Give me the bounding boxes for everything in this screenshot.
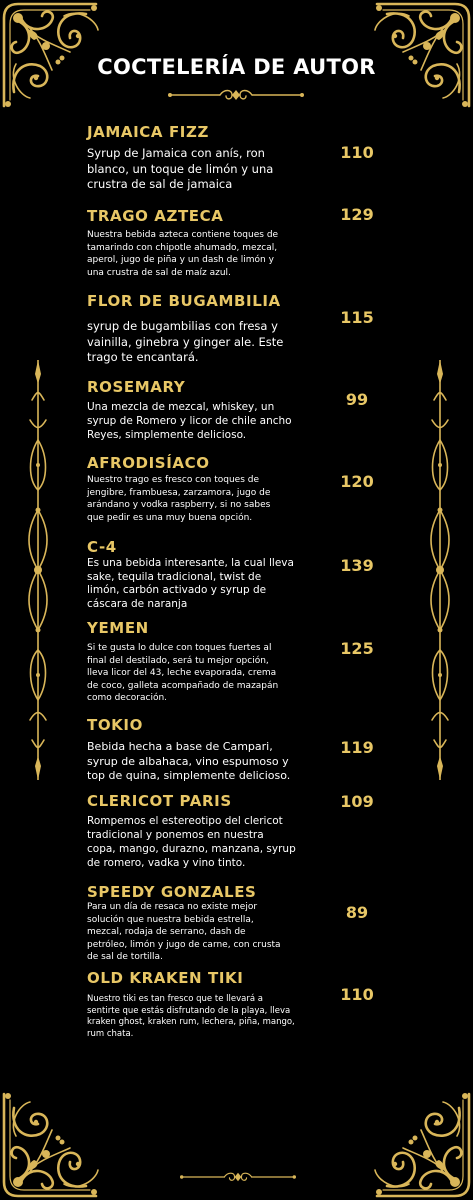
item-name-trago-azteca: TRAGO AZTECA [87,207,224,225]
item-price-yemen: 125 [340,639,374,658]
item-price-speedy-gonzales: 89 [345,903,369,922]
menu-title: COCTELERÍA DE AUTOR [97,55,376,79]
item-name-tokio: TOKIO [87,716,143,734]
item-name-rosemary: ROSEMARY [87,378,186,396]
corner-ornament-bottom-right [373,1090,473,1200]
item-description-yemen: Si te gusta lo dulce con toques fuertes al final del destilado, será tu mejor opción, lleva licor del 43, leche evaporada, crema de coco, galleta acompañado de mazapán como decoración. [87,643,279,703]
item-description-flor-de-bugambilia: syrup de bugambilias con fresa y vainilla, ginebra y ginger ale. Este trago te encantará. [87,319,284,364]
item-price-old-kraken-tiki: 110 [340,985,374,1004]
corner-ornament-bottom-left [0,1090,100,1200]
item-price-jamaica-fizz: 110 [340,143,374,162]
item-description-rosemary: Una mezcla de mezcal, whiskey, un syrup de Romero y licor de chile ancho Reyes, simplemente delicioso. [87,401,292,441]
side-ornament-right [428,360,452,780]
item-description-old-kraken-tiki: Nuestro tiki es tan fresco que te llevará a sentirte que estás disfrutando de la playa, lleva kraken ghost, kraken rum, lechera, piña, mango, rum chata. [87,994,295,1039]
bottom-divider-ornament [180,1170,296,1184]
item-price-c-4: 139 [340,556,374,575]
item-name-jamaica-fizz: JAMAICA FIZZ [87,123,209,141]
side-ornament-left [26,360,50,780]
item-price-trago-azteca: 129 [340,205,374,224]
item-description-c-4: Es una bebida interesante, la cual lleva sake, tequila tradicional, twist de limón, carbón activado y syrup de cáscara de naranja [87,557,294,610]
item-price-rosemary: 99 [345,390,369,409]
item-name-afrodisiaco: AFRODISÍACO [87,454,210,472]
item-price-tokio: 119 [340,738,374,757]
item-name-c-4: C-4 [87,538,117,556]
item-name-yemen: YEMEN [87,619,149,637]
item-price-clericot-paris: 109 [340,792,374,811]
item-description-trago-azteca: Nuestra bebida azteca contiene toques de tamarindo con chipotle ahumado, mezcal, aperol, jugo de piña y un dash de limón y una crustra de sal de maíz azul. [87,230,279,278]
item-description-afrodisiaco: Nuestro trago es fresco con toques de jengibre, frambuesa, zarzamora, jugo de arándano y vodka raspberry, si no sabes que pedir es una muy buena opción. [87,475,271,523]
item-description-tokio: Bebida hecha a base de Campari, syrup de albahaca, vino espumoso y top de quina, simplemente delicioso. [87,740,291,782]
item-name-speedy-gonzales: SPEEDY GONZALES [87,883,257,901]
item-price-afrodisiaco: 120 [340,472,374,491]
item-price-flor-de-bugambilia: 115 [340,308,374,327]
title-divider-ornament [168,88,304,102]
item-name-flor-de-bugambilia: FLOR DE BUGAMBILIA [87,292,281,310]
item-description-speedy-gonzales: Para un día de resaca no existe mejor solución que nuestra bebida estrella, mezcal, rodaja de serrano, dash de petróleo, limón y jugo de carne, con crusta de sal de tortilla. [87,902,281,962]
item-description-clericot-paris: Rompemos el estereotipo del clericot tradicional y ponemos en nuestra copa, mango, durazno, manzana, syrup de romero, vadka y vino tinto. [87,815,296,869]
item-name-old-kraken-tiki: OLD KRAKEN TIKI [87,969,244,987]
item-description-jamaica-fizz: Syrup de Jamaica con anís, ron blanco, un toque de limón y una crustra de sal de jamaica [87,146,274,191]
item-name-clericot-paris: CLERICOT PARIS [87,792,232,810]
